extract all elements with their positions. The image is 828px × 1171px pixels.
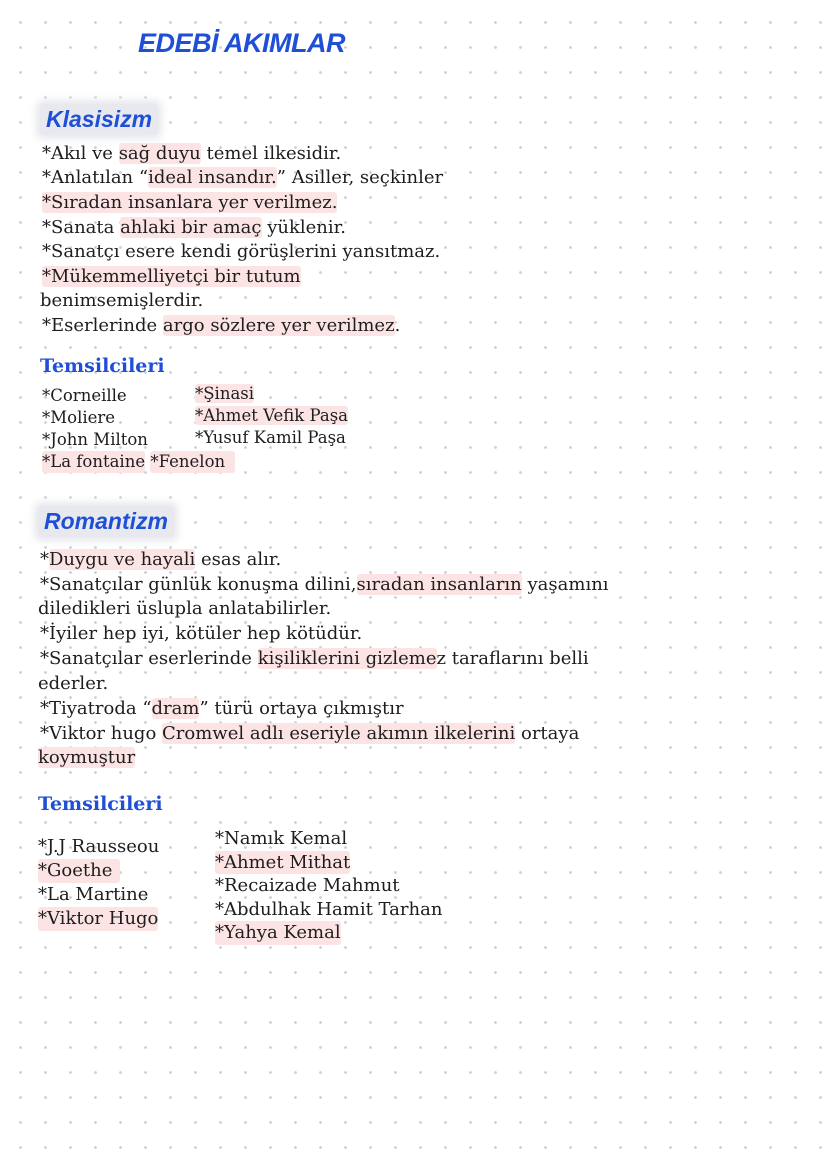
- klasisizm-line: *Sanatçı esere kendi görüşlerini yansıtmaz.: [42, 241, 441, 262]
- romantizm-line: koymuştur: [38, 747, 136, 768]
- klasisizm-line: *Sanata ahlaki bir amaç yüklenir.: [42, 217, 346, 238]
- list-item: *Ahmet Vefik Paşa: [195, 406, 348, 425]
- list-item: *Viktor Hugo: [38, 908, 159, 929]
- romantizm-line: diledikleri üslupla anlatabilirler.: [38, 598, 332, 619]
- klasisizm-line: *Akıl ve sağ duyu temel ilkesidir.: [42, 143, 342, 164]
- section-heading-klasisizm: Klasisizm: [40, 104, 158, 135]
- romantizm-line: *Tiyatroda “dram” türü ortaya çıkmıştır: [40, 698, 404, 719]
- list-item: *La Martine: [38, 884, 149, 905]
- list-item: *La fontaine: [42, 452, 146, 471]
- romantizm-line: *Viktor hugo Cromwel adlı eseriyle akımın ilkelerini ortaya: [40, 723, 580, 744]
- list-item: *Yusuf Kamil Paşa: [195, 428, 346, 447]
- list-item: *Fenelon: [150, 451, 235, 473]
- list-item: *Recaizade Mahmut: [215, 875, 400, 896]
- romantizm-rep-left-list: [38, 835, 159, 931]
- klasisizm-line: *Eserlerinde argo sözlere yer verilmez.: [42, 315, 401, 336]
- page-title: EDEBİ AKIMLAR: [138, 28, 345, 58]
- romantizm-line: ederler.: [38, 673, 109, 694]
- list-item: *Abdulhak Hamit Tarhan: [215, 898, 443, 920]
- section-heading-romantizm: Romantizm: [38, 506, 174, 537]
- klasisizm-rep-right-list: [195, 383, 348, 449]
- romantizm-line: *İyiler hep iyi, kötüler hep kötüdür.: [40, 623, 363, 644]
- list-item: *Şinasi: [195, 384, 255, 403]
- list-item: *Goethe: [38, 859, 120, 883]
- romantizm-representatives-heading: Temsilcileri: [38, 793, 163, 815]
- list-item: *Namık Kemal: [215, 828, 348, 849]
- list-item: *John Milton: [42, 430, 148, 449]
- list-item: *Ahmet Mithat: [215, 851, 351, 873]
- list-item: *J.J Rausseou: [38, 836, 160, 857]
- list-item: *Moliere: [42, 408, 116, 427]
- list-item: *Yahya Kemal: [215, 922, 341, 943]
- klasisizm-line: *Anlatılan “ideal insandır.” Asiller, seçkinler: [42, 167, 444, 188]
- romantizm-line: *Sanatçılar günlük konuşma dilini,sıradan insanların yaşamını: [40, 574, 609, 595]
- romantizm-rep-right-list: [215, 827, 442, 945]
- romantizm-line: *Sanatçılar eserlerinde kişiliklerini gizlemez taraflarını belli: [40, 648, 589, 669]
- romantizm-line: *Duygu ve hayali esas alır.: [40, 549, 282, 570]
- klasisizm-line: benimsemişlerdir.: [40, 290, 204, 311]
- list-item: *Corneille: [42, 386, 127, 405]
- klasisizm-line: *Mükemmelliyetçi bir tutum: [42, 266, 301, 287]
- klasisizm-representatives-heading: Temsilcileri: [40, 355, 165, 377]
- klasisizm-line: *Sıradan insanlara yer verilmez.: [42, 192, 338, 213]
